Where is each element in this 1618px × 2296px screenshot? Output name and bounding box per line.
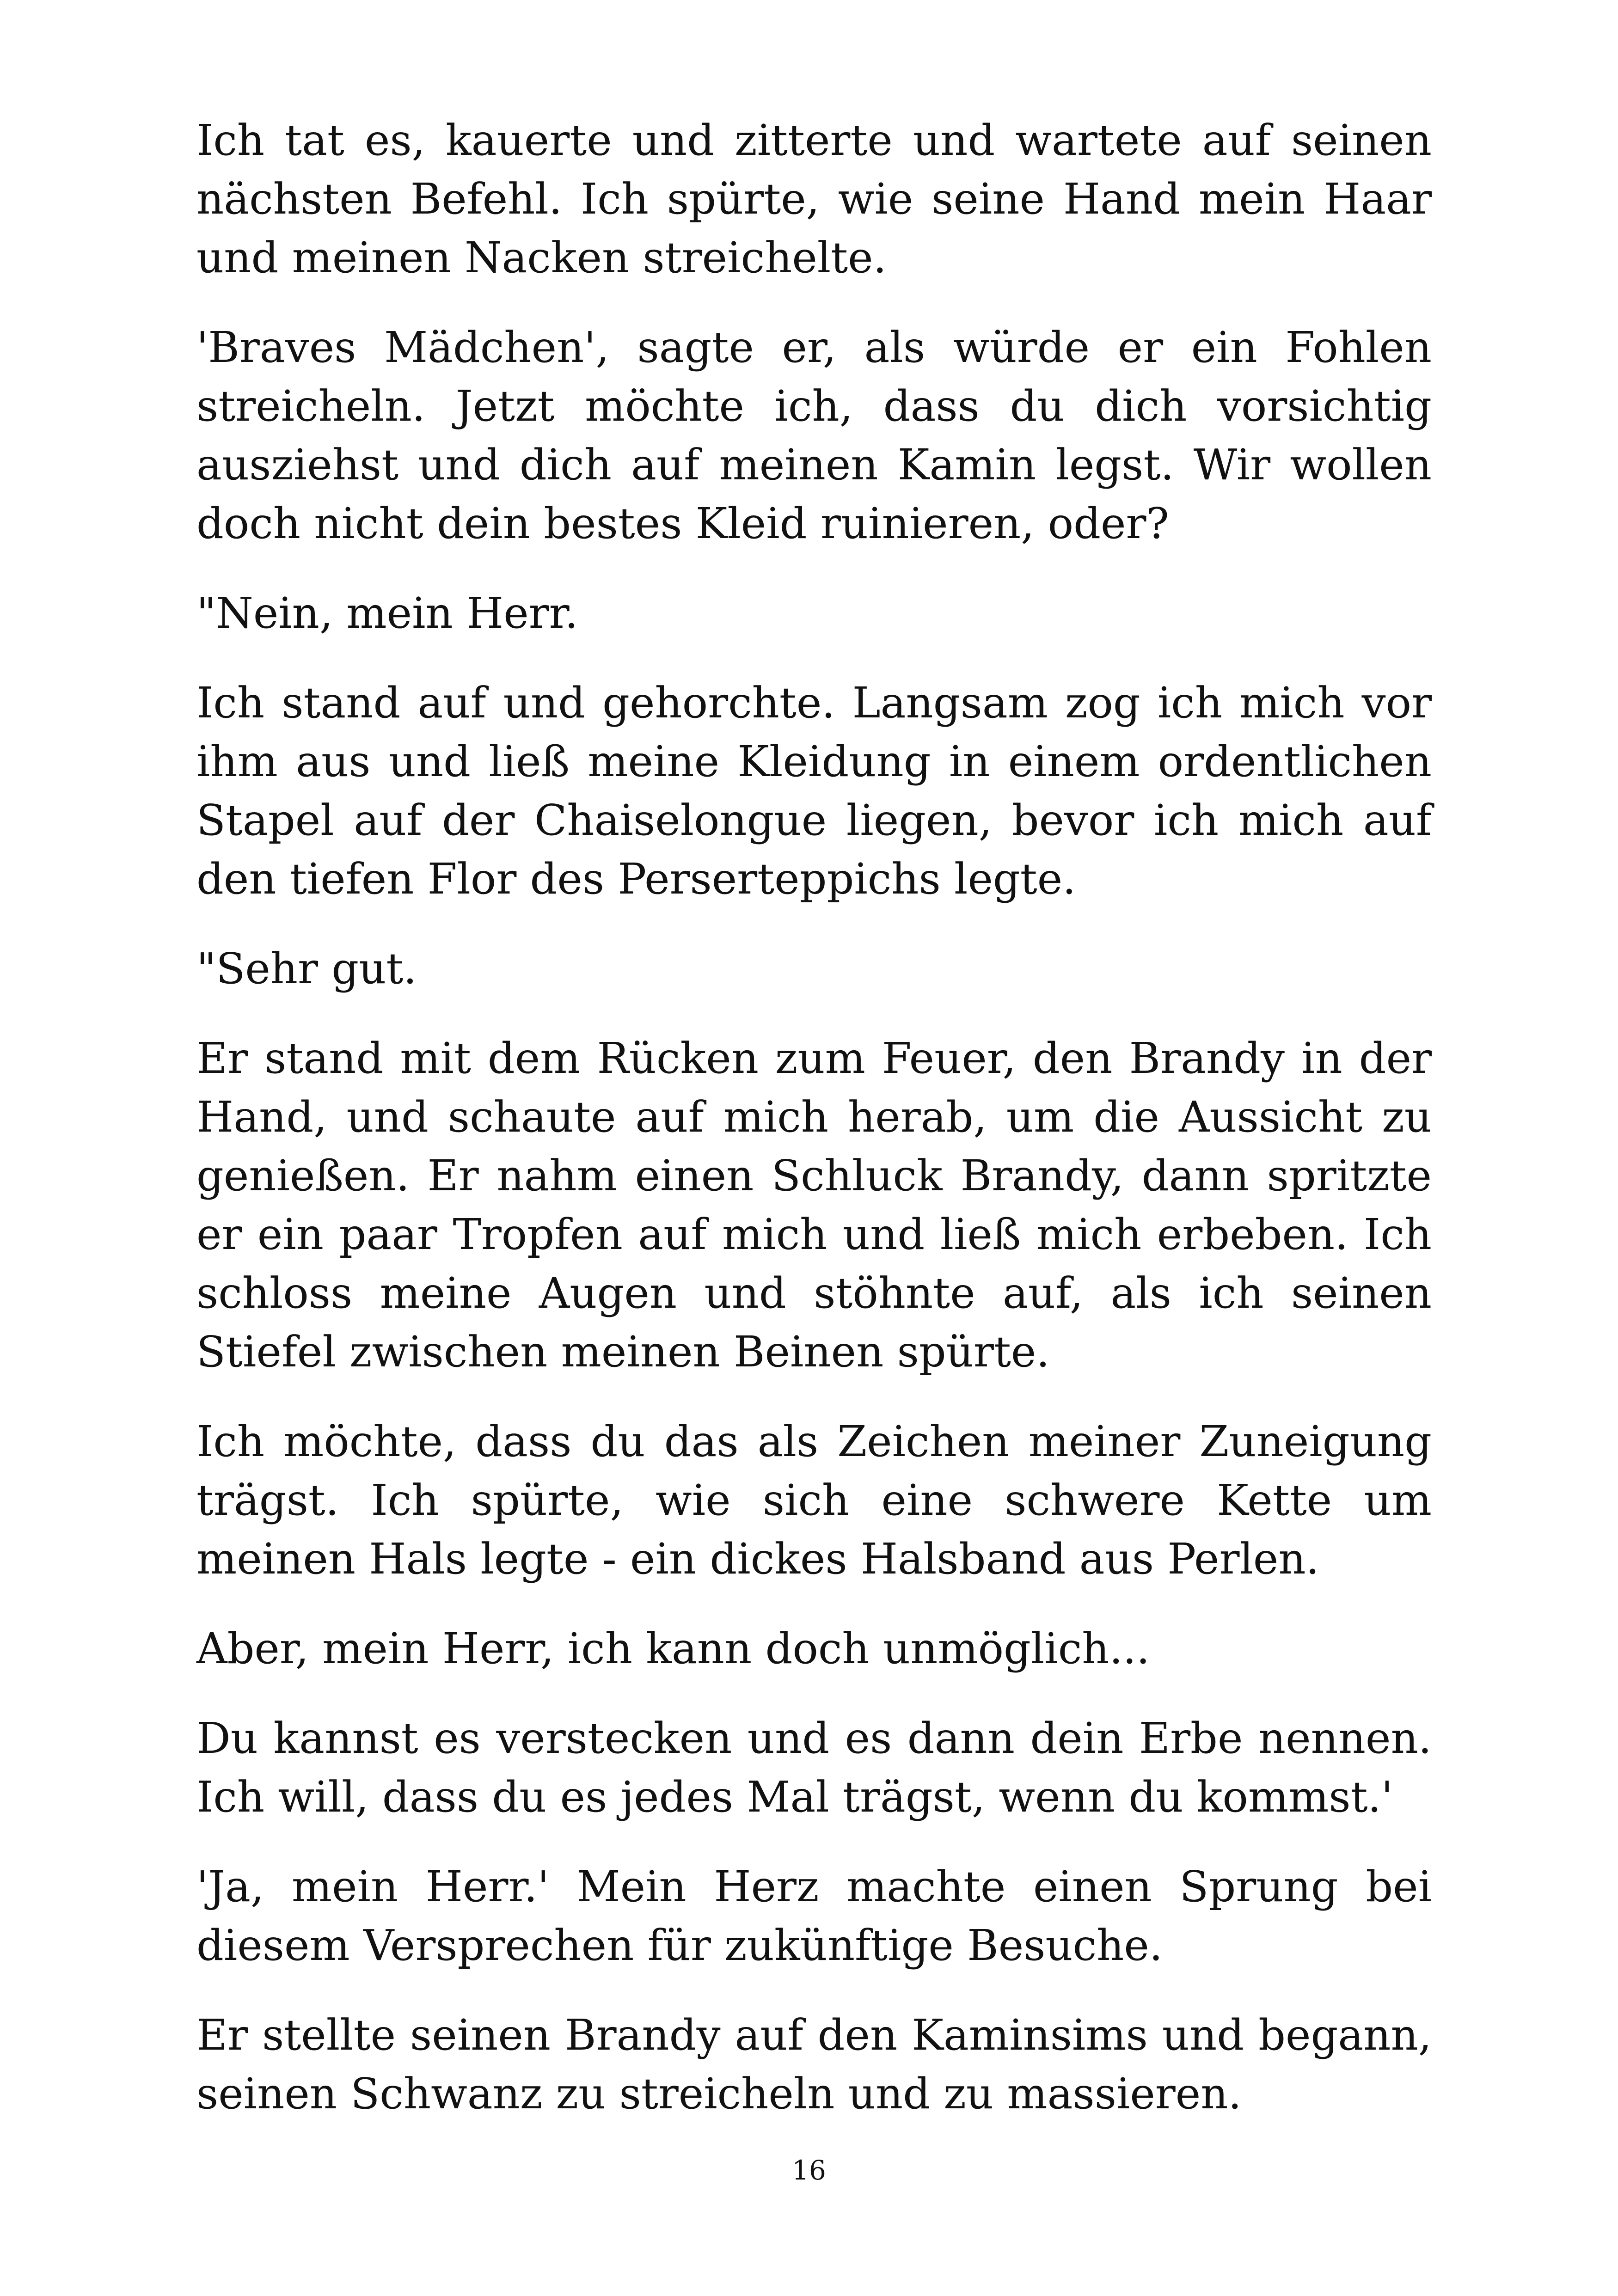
paragraph: "Nein, mein Herr. [196, 588, 578, 638]
page-number: 16 [792, 2155, 826, 2186]
paragraph: Ich tat es, kauerte und zitterte und wartete auf seinen nächsten Befehl. Ich spürte, wie seine Hand mein Haar und meinen Nacken streichelte. [196, 116, 1432, 282]
paragraph: "Sehr gut. [196, 944, 417, 993]
paragraph: Ich stand auf und gehorchte. Langsam zog ich mich vor ihm aus und ließ meine Kleidung in einem ordentlichen Stapel auf der Chaiselongue liegen, bevor ich mich auf den tiefen Flor des Perserteppichs legte. [196, 678, 1432, 904]
body-text [196, 111, 1432, 2154]
paragraph: Er stellte seinen Brandy auf den Kaminsims und begann, seinen Schwanz zu streicheln und zu massieren. [196, 2010, 1432, 2118]
paragraph: 'Ja, mein Herr.' Mein Herz machte einen Sprung bei diesem Versprechen für zukünftige Besuche. [196, 1862, 1432, 1970]
paragraph: Er stand mit dem Rücken zum Feuer, den Brandy in der Hand, und schaute auf mich herab, um die Aussicht zu genießen. Er nahm einen Schluck Brandy, dann spritzte er ein paar Tropfen auf mich und ließ mich erbeben. Ich schloss meine Augen und stöhnte auf, als ich seinen Stiefel zwischen meinen Beinen spürte. [196, 1034, 1432, 1377]
paragraph: Aber, mein Herr, ich kann doch unmöglich... [196, 1624, 1150, 1673]
paragraph: 'Braves Mädchen', sagte er, als würde er ein Fohlen streicheln. Jetzt möchte ich, dass du dich vorsichtig ausziehst und dich auf meinen Kamin legst. Wir wollen doch nicht dein bestes Kleid ruinieren, oder? [196, 323, 1432, 548]
paragraph: Du kannst es verstecken und es dann dein Erbe nennen. Ich will, dass du es jedes Mal trägst, wenn du kommst.' [196, 1714, 1432, 1822]
paragraph: Ich möchte, dass du das als Zeichen meiner Zuneigung trägst. Ich spürte, wie sich eine schwere Kette um meinen Hals legte - ein dickes Halsband aus Perlen. [196, 1417, 1432, 1584]
